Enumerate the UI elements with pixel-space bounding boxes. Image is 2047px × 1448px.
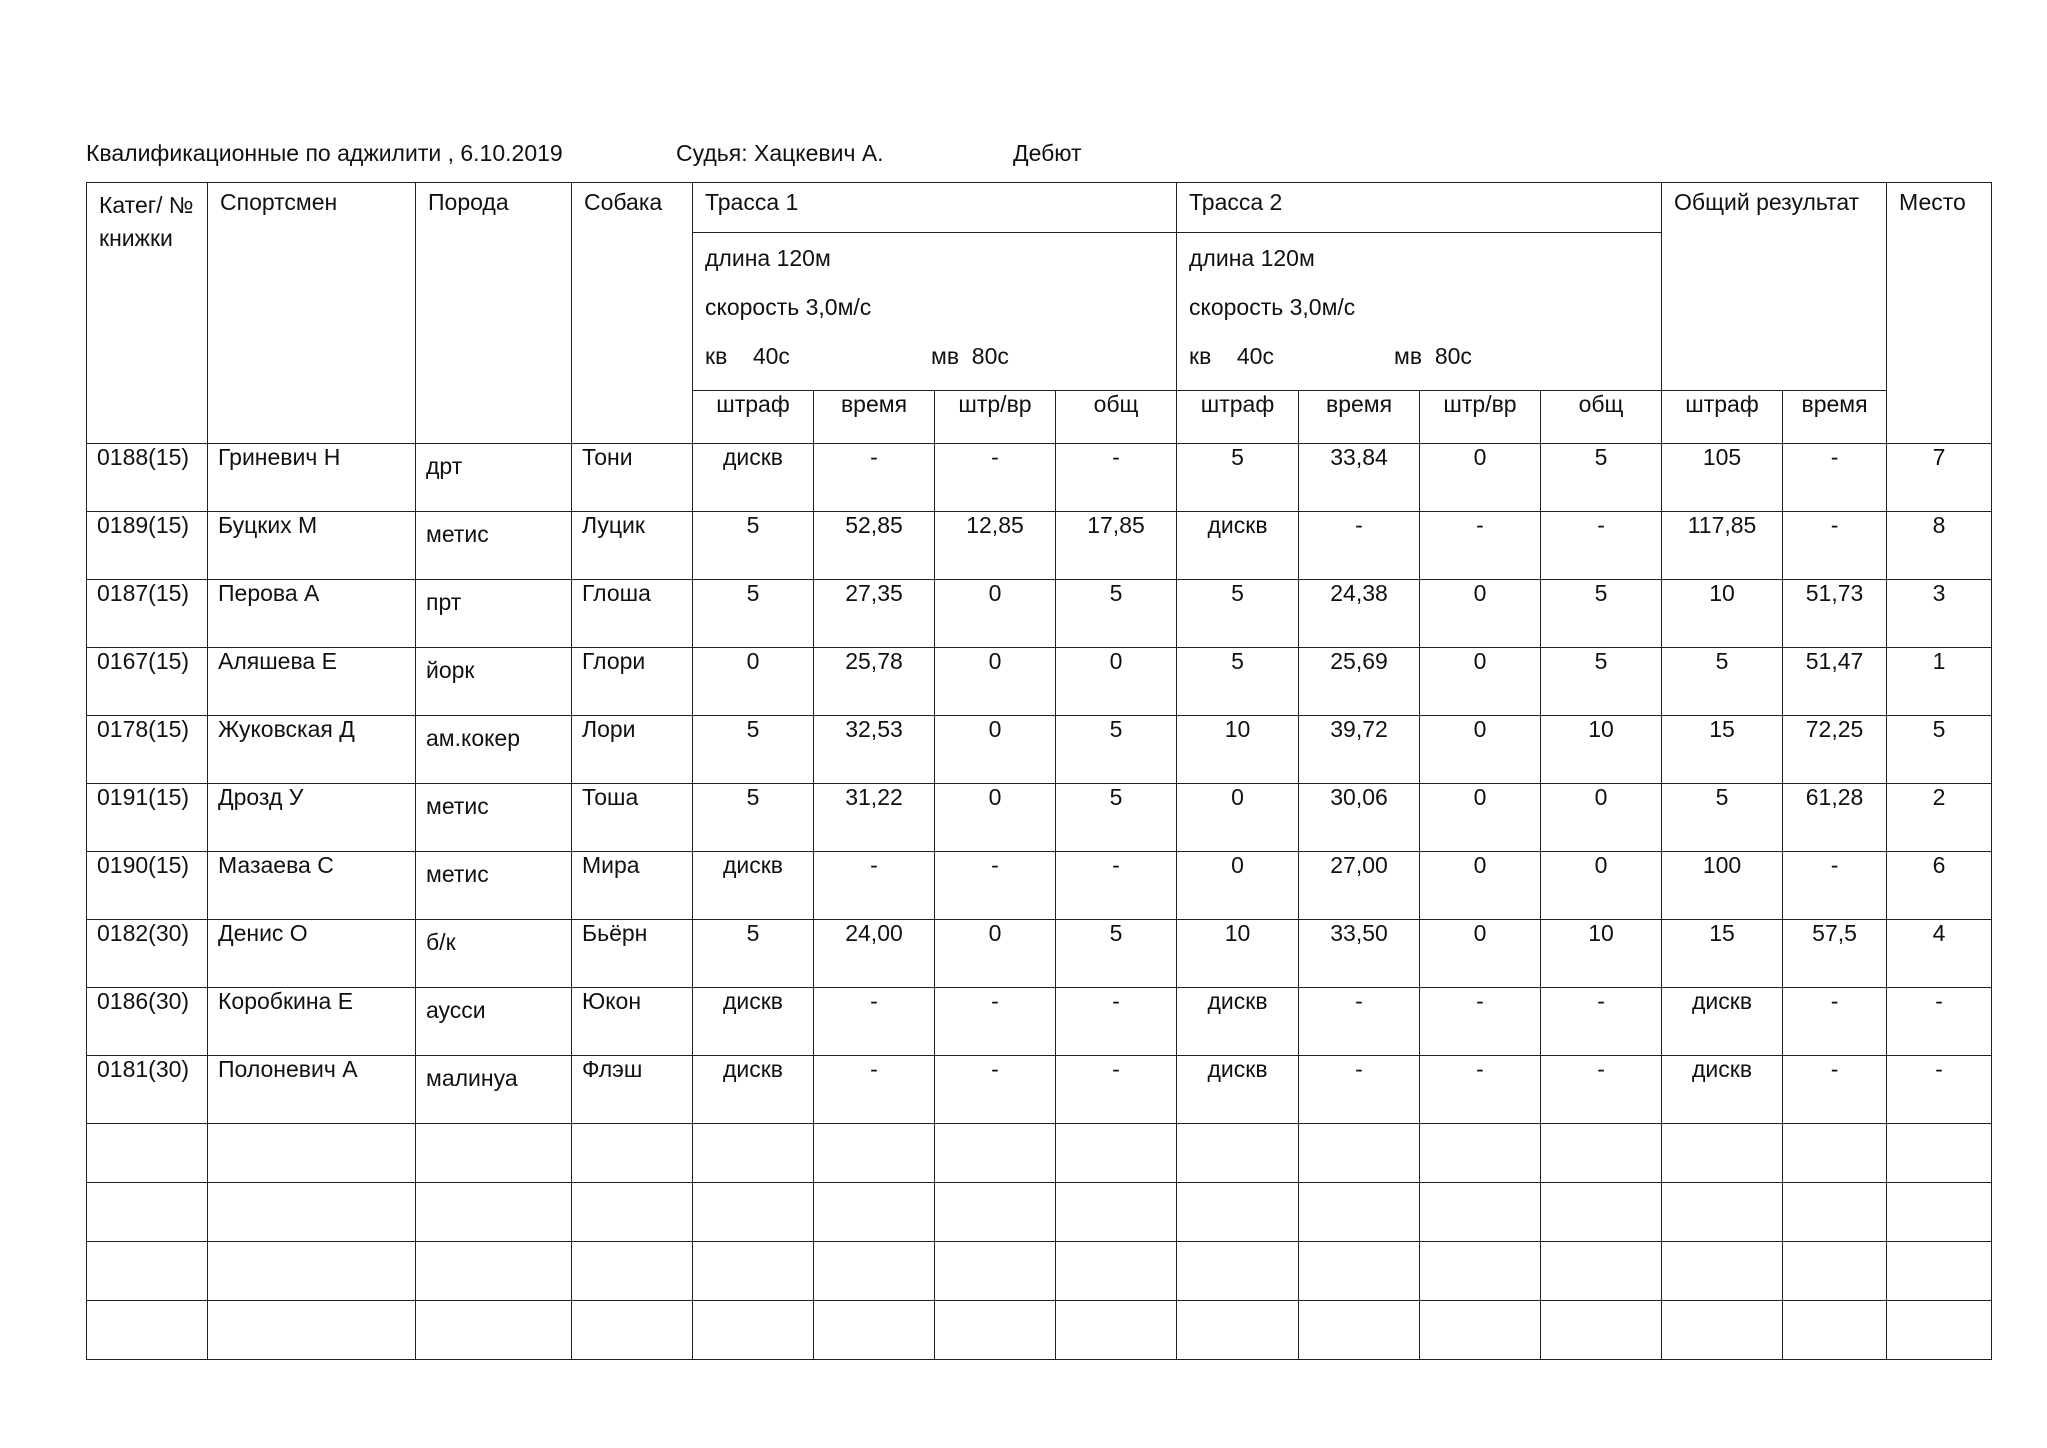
place-cell: 5 — [1887, 716, 1992, 784]
t1-pen-time-cell: 0 — [935, 784, 1056, 852]
t2-penalty-cell: 0 — [1177, 784, 1299, 852]
track1-speed: скорость 3,0м/с — [705, 294, 872, 320]
t1-sum-cell: 5 — [1056, 716, 1177, 784]
total-time-cell: 57,5 — [1783, 920, 1887, 988]
results-body — [87, 444, 1992, 1124]
place-cell: 6 — [1887, 852, 1992, 920]
empty-cell — [87, 1242, 208, 1301]
t1-pen-time-cell: - — [935, 852, 1056, 920]
total-penalty-cell: дискв — [1662, 1056, 1783, 1124]
empty-table-row — [87, 1183, 1992, 1242]
category-cell: 0187(15) — [87, 580, 208, 648]
empty-cell — [935, 1242, 1056, 1301]
t1-pen-time-header: штр/вр — [935, 391, 1056, 444]
t2-pen-time-cell: 0 — [1420, 784, 1541, 852]
category-cell: 0178(15) — [87, 716, 208, 784]
breed-cell: метис — [416, 784, 572, 852]
t1-sum-cell: 17,85 — [1056, 512, 1177, 580]
total-time-cell: 72,25 — [1783, 716, 1887, 784]
t1-sum-cell: 5 — [1056, 580, 1177, 648]
place-cell: 1 — [1887, 648, 1992, 716]
empty-cell — [693, 1124, 814, 1183]
empty-cell — [416, 1124, 572, 1183]
dog-cell: Юкон — [572, 988, 693, 1056]
breed-cell: метис — [416, 512, 572, 580]
table-row — [87, 580, 1992, 648]
empty-rows — [87, 1124, 1992, 1360]
table-row — [87, 988, 1992, 1056]
table-row — [87, 920, 1992, 988]
class-label: Дебют — [1013, 140, 1082, 166]
dog-cell: Глоша — [572, 580, 693, 648]
t2-pen-time-header: штр/вр — [1420, 391, 1541, 444]
t2-pen-time-cell: 0 — [1420, 716, 1541, 784]
empty-cell — [572, 1183, 693, 1242]
total-time-cell: - — [1783, 1056, 1887, 1124]
breed-cell: аусси — [416, 988, 572, 1056]
athlete-cell: Мазаева С — [208, 852, 416, 920]
category-cell: 0181(30) — [87, 1056, 208, 1124]
t1-pen-time-cell: 0 — [935, 716, 1056, 784]
t2-time-header: время — [1299, 391, 1420, 444]
track2-times — [1189, 341, 1649, 390]
place-cell: 3 — [1887, 580, 1992, 648]
track2-kv: кв 40с — [1189, 343, 1274, 369]
breed-cell: б/к — [416, 920, 572, 988]
table-row — [87, 852, 1992, 920]
breed-cell: дрт — [416, 444, 572, 512]
t2-sum-cell: 5 — [1541, 580, 1662, 648]
t2-sum-cell: - — [1541, 988, 1662, 1056]
col-header-breed: Порода — [416, 183, 572, 444]
category-cell: 0182(30) — [87, 920, 208, 988]
empty-cell — [693, 1242, 814, 1301]
empty-cell — [1783, 1242, 1887, 1301]
total-penalty-cell: дискв — [1662, 988, 1783, 1056]
t2-sum-cell: - — [1541, 512, 1662, 580]
empty-cell — [935, 1301, 1056, 1360]
t1-pen-time-cell: 0 — [935, 580, 1056, 648]
col-header-category: Катег/ № книжки — [87, 183, 208, 444]
dog-cell: Флэш — [572, 1056, 693, 1124]
empty-cell — [1420, 1242, 1541, 1301]
category-cell: 0189(15) — [87, 512, 208, 580]
t2-penalty-cell: 10 — [1177, 716, 1299, 784]
t2-sum-header: общ — [1541, 391, 1662, 444]
t1-pen-time-cell: - — [935, 988, 1056, 1056]
t1-penalty-cell: 5 — [693, 512, 814, 580]
total-penalty-cell: 15 — [1662, 920, 1783, 988]
total-penalty-cell: 117,85 — [1662, 512, 1783, 580]
col-header-place: Место — [1887, 183, 1992, 444]
table-row — [87, 784, 1992, 852]
empty-cell — [208, 1183, 416, 1242]
dog-cell: Тони — [572, 444, 693, 512]
t1-pen-time-cell: - — [935, 444, 1056, 512]
empty-cell — [1887, 1124, 1992, 1183]
track1-info — [693, 233, 1177, 391]
t1-sum-cell: 0 — [1056, 648, 1177, 716]
total-penalty-cell: 105 — [1662, 444, 1783, 512]
empty-cell — [1783, 1301, 1887, 1360]
t2-sum-cell: 10 — [1541, 920, 1662, 988]
t2-sum-cell: 5 — [1541, 648, 1662, 716]
empty-table-row — [87, 1301, 1992, 1360]
athlete-cell: Полоневич А — [208, 1056, 416, 1124]
t2-penalty-cell: дискв — [1177, 1056, 1299, 1124]
t1-penalty-header: штраф — [693, 391, 814, 444]
empty-cell — [1299, 1301, 1420, 1360]
results-table — [86, 182, 1992, 1360]
t1-penalty-cell: 0 — [693, 648, 814, 716]
place-cell: 4 — [1887, 920, 1992, 988]
t1-sum-header: общ — [1056, 391, 1177, 444]
t1-penalty-cell: дискв — [693, 1056, 814, 1124]
t1-sum-cell: - — [1056, 444, 1177, 512]
empty-cell — [1887, 1242, 1992, 1301]
empty-cell — [87, 1124, 208, 1183]
track2-length: длина 120м — [1189, 245, 1315, 271]
t1-pen-time-cell: 12,85 — [935, 512, 1056, 580]
place-cell: 7 — [1887, 444, 1992, 512]
place-cell: - — [1887, 1056, 1992, 1124]
empty-cell — [1056, 1301, 1177, 1360]
t2-penalty-cell: дискв — [1177, 988, 1299, 1056]
total-time-cell: - — [1783, 444, 1887, 512]
total-time-cell: 51,47 — [1783, 648, 1887, 716]
empty-cell — [1056, 1242, 1177, 1301]
empty-cell — [1420, 1301, 1541, 1360]
t2-time-cell: 25,69 — [1299, 648, 1420, 716]
breed-cell: прт — [416, 580, 572, 648]
empty-cell — [814, 1124, 935, 1183]
dog-cell: Глори — [572, 648, 693, 716]
t2-time-cell: 30,06 — [1299, 784, 1420, 852]
total-time-header: время — [1783, 391, 1887, 444]
t1-time-cell: 52,85 — [814, 512, 935, 580]
dog-cell: Лори — [572, 716, 693, 784]
table-row — [87, 716, 1992, 784]
t2-time-cell: 33,84 — [1299, 444, 1420, 512]
t2-sum-cell: 0 — [1541, 784, 1662, 852]
track2-info — [1177, 233, 1662, 391]
t1-penalty-cell: дискв — [693, 852, 814, 920]
empty-cell — [416, 1183, 572, 1242]
empty-cell — [1662, 1301, 1783, 1360]
t2-pen-time-cell: 0 — [1420, 648, 1541, 716]
empty-cell — [1541, 1301, 1662, 1360]
track2-speed: скорость 3,0м/с — [1189, 294, 1356, 320]
empty-cell — [1541, 1183, 1662, 1242]
empty-cell — [1887, 1301, 1992, 1360]
t2-penalty-cell: 5 — [1177, 444, 1299, 512]
place-cell: 2 — [1887, 784, 1992, 852]
t2-penalty-cell: 5 — [1177, 648, 1299, 716]
t1-time-cell: 32,53 — [814, 716, 935, 784]
category-cell: 0188(15) — [87, 444, 208, 512]
dog-cell: Луцик — [572, 512, 693, 580]
t2-time-cell: - — [1299, 1056, 1420, 1124]
empty-cell — [814, 1183, 935, 1242]
empty-cell — [1541, 1242, 1662, 1301]
t2-time-cell: 27,00 — [1299, 852, 1420, 920]
empty-cell — [1299, 1124, 1420, 1183]
track1-kv: кв 40с — [705, 343, 790, 369]
t1-penalty-cell: дискв — [693, 988, 814, 1056]
athlete-cell: Дрозд У — [208, 784, 416, 852]
empty-cell — [1662, 1242, 1783, 1301]
t1-sum-cell: - — [1056, 1056, 1177, 1124]
t1-sum-cell: - — [1056, 852, 1177, 920]
place-cell: - — [1887, 988, 1992, 1056]
t2-time-cell: 39,72 — [1299, 716, 1420, 784]
place-cell: 8 — [1887, 512, 1992, 580]
empty-cell — [572, 1124, 693, 1183]
empty-cell — [416, 1242, 572, 1301]
track1-mv: мв 80с — [931, 343, 1009, 369]
t2-time-cell: - — [1299, 512, 1420, 580]
athlete-cell: Буцких М — [208, 512, 416, 580]
t1-penalty-cell: 5 — [693, 784, 814, 852]
table-row — [87, 1056, 1992, 1124]
dog-cell: Тоша — [572, 784, 693, 852]
dog-cell: Бьёрн — [572, 920, 693, 988]
empty-cell — [935, 1124, 1056, 1183]
empty-cell — [1299, 1183, 1420, 1242]
empty-cell — [693, 1301, 814, 1360]
t2-penalty-header: штраф — [1177, 391, 1299, 444]
empty-cell — [572, 1242, 693, 1301]
breed-cell: йорк — [416, 648, 572, 716]
empty-table-row — [87, 1124, 1992, 1183]
t1-time-cell: - — [814, 852, 935, 920]
t2-pen-time-cell: - — [1420, 1056, 1541, 1124]
total-penalty-cell: 100 — [1662, 852, 1783, 920]
empty-cell — [1541, 1124, 1662, 1183]
breed-cell: малинуа — [416, 1056, 572, 1124]
t2-pen-time-cell: 0 — [1420, 920, 1541, 988]
t1-time-cell: 31,22 — [814, 784, 935, 852]
empty-cell — [208, 1124, 416, 1183]
competition-title: Квалификационные по аджилити , 6.10.2019 — [86, 140, 563, 166]
total-time-cell: 61,28 — [1783, 784, 1887, 852]
total-penalty-cell: 5 — [1662, 648, 1783, 716]
t1-time-cell: 25,78 — [814, 648, 935, 716]
empty-cell — [693, 1183, 814, 1242]
table-row — [87, 512, 1992, 580]
col-header-track1: Трасса 1 — [693, 183, 1177, 233]
t2-time-cell: 33,50 — [1299, 920, 1420, 988]
t1-pen-time-cell: - — [935, 1056, 1056, 1124]
t1-penalty-cell: 5 — [693, 920, 814, 988]
empty-cell — [1887, 1183, 1992, 1242]
t1-sum-cell: - — [1056, 988, 1177, 1056]
empty-cell — [1420, 1124, 1541, 1183]
t1-pen-time-cell: 0 — [935, 648, 1056, 716]
empty-cell — [1177, 1301, 1299, 1360]
t1-sum-cell: 5 — [1056, 920, 1177, 988]
table-row — [87, 648, 1992, 716]
t1-penalty-cell: 5 — [693, 580, 814, 648]
t2-pen-time-cell: - — [1420, 512, 1541, 580]
t2-sum-cell: 10 — [1541, 716, 1662, 784]
total-time-cell: - — [1783, 988, 1887, 1056]
total-penalty-cell: 10 — [1662, 580, 1783, 648]
track1-length: длина 120м — [705, 245, 831, 271]
athlete-cell: Жуковская Д — [208, 716, 416, 784]
t2-time-cell: - — [1299, 988, 1420, 1056]
t1-penalty-cell: дискв — [693, 444, 814, 512]
empty-cell — [87, 1301, 208, 1360]
t2-penalty-cell: 5 — [1177, 580, 1299, 648]
empty-cell — [1420, 1183, 1541, 1242]
category-cell: 0186(30) — [87, 988, 208, 1056]
category-cell: 0191(15) — [87, 784, 208, 852]
t1-pen-time-cell: 0 — [935, 920, 1056, 988]
empty-cell — [1177, 1242, 1299, 1301]
athlete-cell: Гриневич Н — [208, 444, 416, 512]
t2-pen-time-cell: 0 — [1420, 580, 1541, 648]
col-header-total: Общий результат — [1662, 183, 1887, 391]
judge-label: Судья: Хацкевич А. — [676, 140, 884, 166]
total-time-cell: 51,73 — [1783, 580, 1887, 648]
empty-cell — [1662, 1183, 1783, 1242]
empty-cell — [1662, 1124, 1783, 1183]
empty-cell — [1177, 1183, 1299, 1242]
table-row — [87, 444, 1992, 512]
empty-table-row — [87, 1242, 1992, 1301]
t2-pen-time-cell: 0 — [1420, 444, 1541, 512]
t2-sum-cell: - — [1541, 1056, 1662, 1124]
athlete-cell: Коробкина Е — [208, 988, 416, 1056]
empty-cell — [416, 1301, 572, 1360]
col-header-athlete: Спортсмен — [208, 183, 416, 444]
track1-times — [705, 341, 1164, 390]
col-header-dog: Собака — [572, 183, 693, 444]
total-time-cell: - — [1783, 852, 1887, 920]
athlete-cell: Денис О — [208, 920, 416, 988]
t2-sum-cell: 5 — [1541, 444, 1662, 512]
header-row — [87, 183, 1992, 233]
empty-cell — [1783, 1124, 1887, 1183]
t1-time-cell: - — [814, 988, 935, 1056]
track2-mv: мв 80с — [1394, 343, 1472, 369]
empty-cell — [1783, 1183, 1887, 1242]
t2-penalty-cell: дискв — [1177, 512, 1299, 580]
empty-cell — [1056, 1183, 1177, 1242]
dog-cell: Мира — [572, 852, 693, 920]
t1-time-cell: - — [814, 1056, 935, 1124]
empty-cell — [814, 1301, 935, 1360]
category-cell: 0167(15) — [87, 648, 208, 716]
total-penalty-cell: 5 — [1662, 784, 1783, 852]
category-cell: 0190(15) — [87, 852, 208, 920]
total-time-cell: - — [1783, 512, 1887, 580]
total-penalty-header: штраф — [1662, 391, 1783, 444]
t2-pen-time-cell: - — [1420, 988, 1541, 1056]
breed-cell: метис — [416, 852, 572, 920]
athlete-cell: Перова А — [208, 580, 416, 648]
t1-time-cell: 27,35 — [814, 580, 935, 648]
t1-time-cell: 24,00 — [814, 920, 935, 988]
t2-penalty-cell: 10 — [1177, 920, 1299, 988]
t2-pen-time-cell: 0 — [1420, 852, 1541, 920]
empty-cell — [87, 1183, 208, 1242]
empty-cell — [208, 1242, 416, 1301]
t1-time-header: время — [814, 391, 935, 444]
empty-cell — [1056, 1124, 1177, 1183]
empty-cell — [935, 1183, 1056, 1242]
t2-sum-cell: 0 — [1541, 852, 1662, 920]
empty-cell — [1177, 1124, 1299, 1183]
empty-cell — [572, 1301, 693, 1360]
empty-cell — [1299, 1242, 1420, 1301]
t1-penalty-cell: 5 — [693, 716, 814, 784]
athlete-cell: Аляшева Е — [208, 648, 416, 716]
empty-cell — [208, 1301, 416, 1360]
col-header-track2: Трасса 2 — [1177, 183, 1662, 233]
t2-time-cell: 24,38 — [1299, 580, 1420, 648]
empty-cell — [814, 1242, 935, 1301]
t1-sum-cell: 5 — [1056, 784, 1177, 852]
breed-cell: ам.кокер — [416, 716, 572, 784]
total-penalty-cell: 15 — [1662, 716, 1783, 784]
t2-penalty-cell: 0 — [1177, 852, 1299, 920]
t1-time-cell: - — [814, 444, 935, 512]
